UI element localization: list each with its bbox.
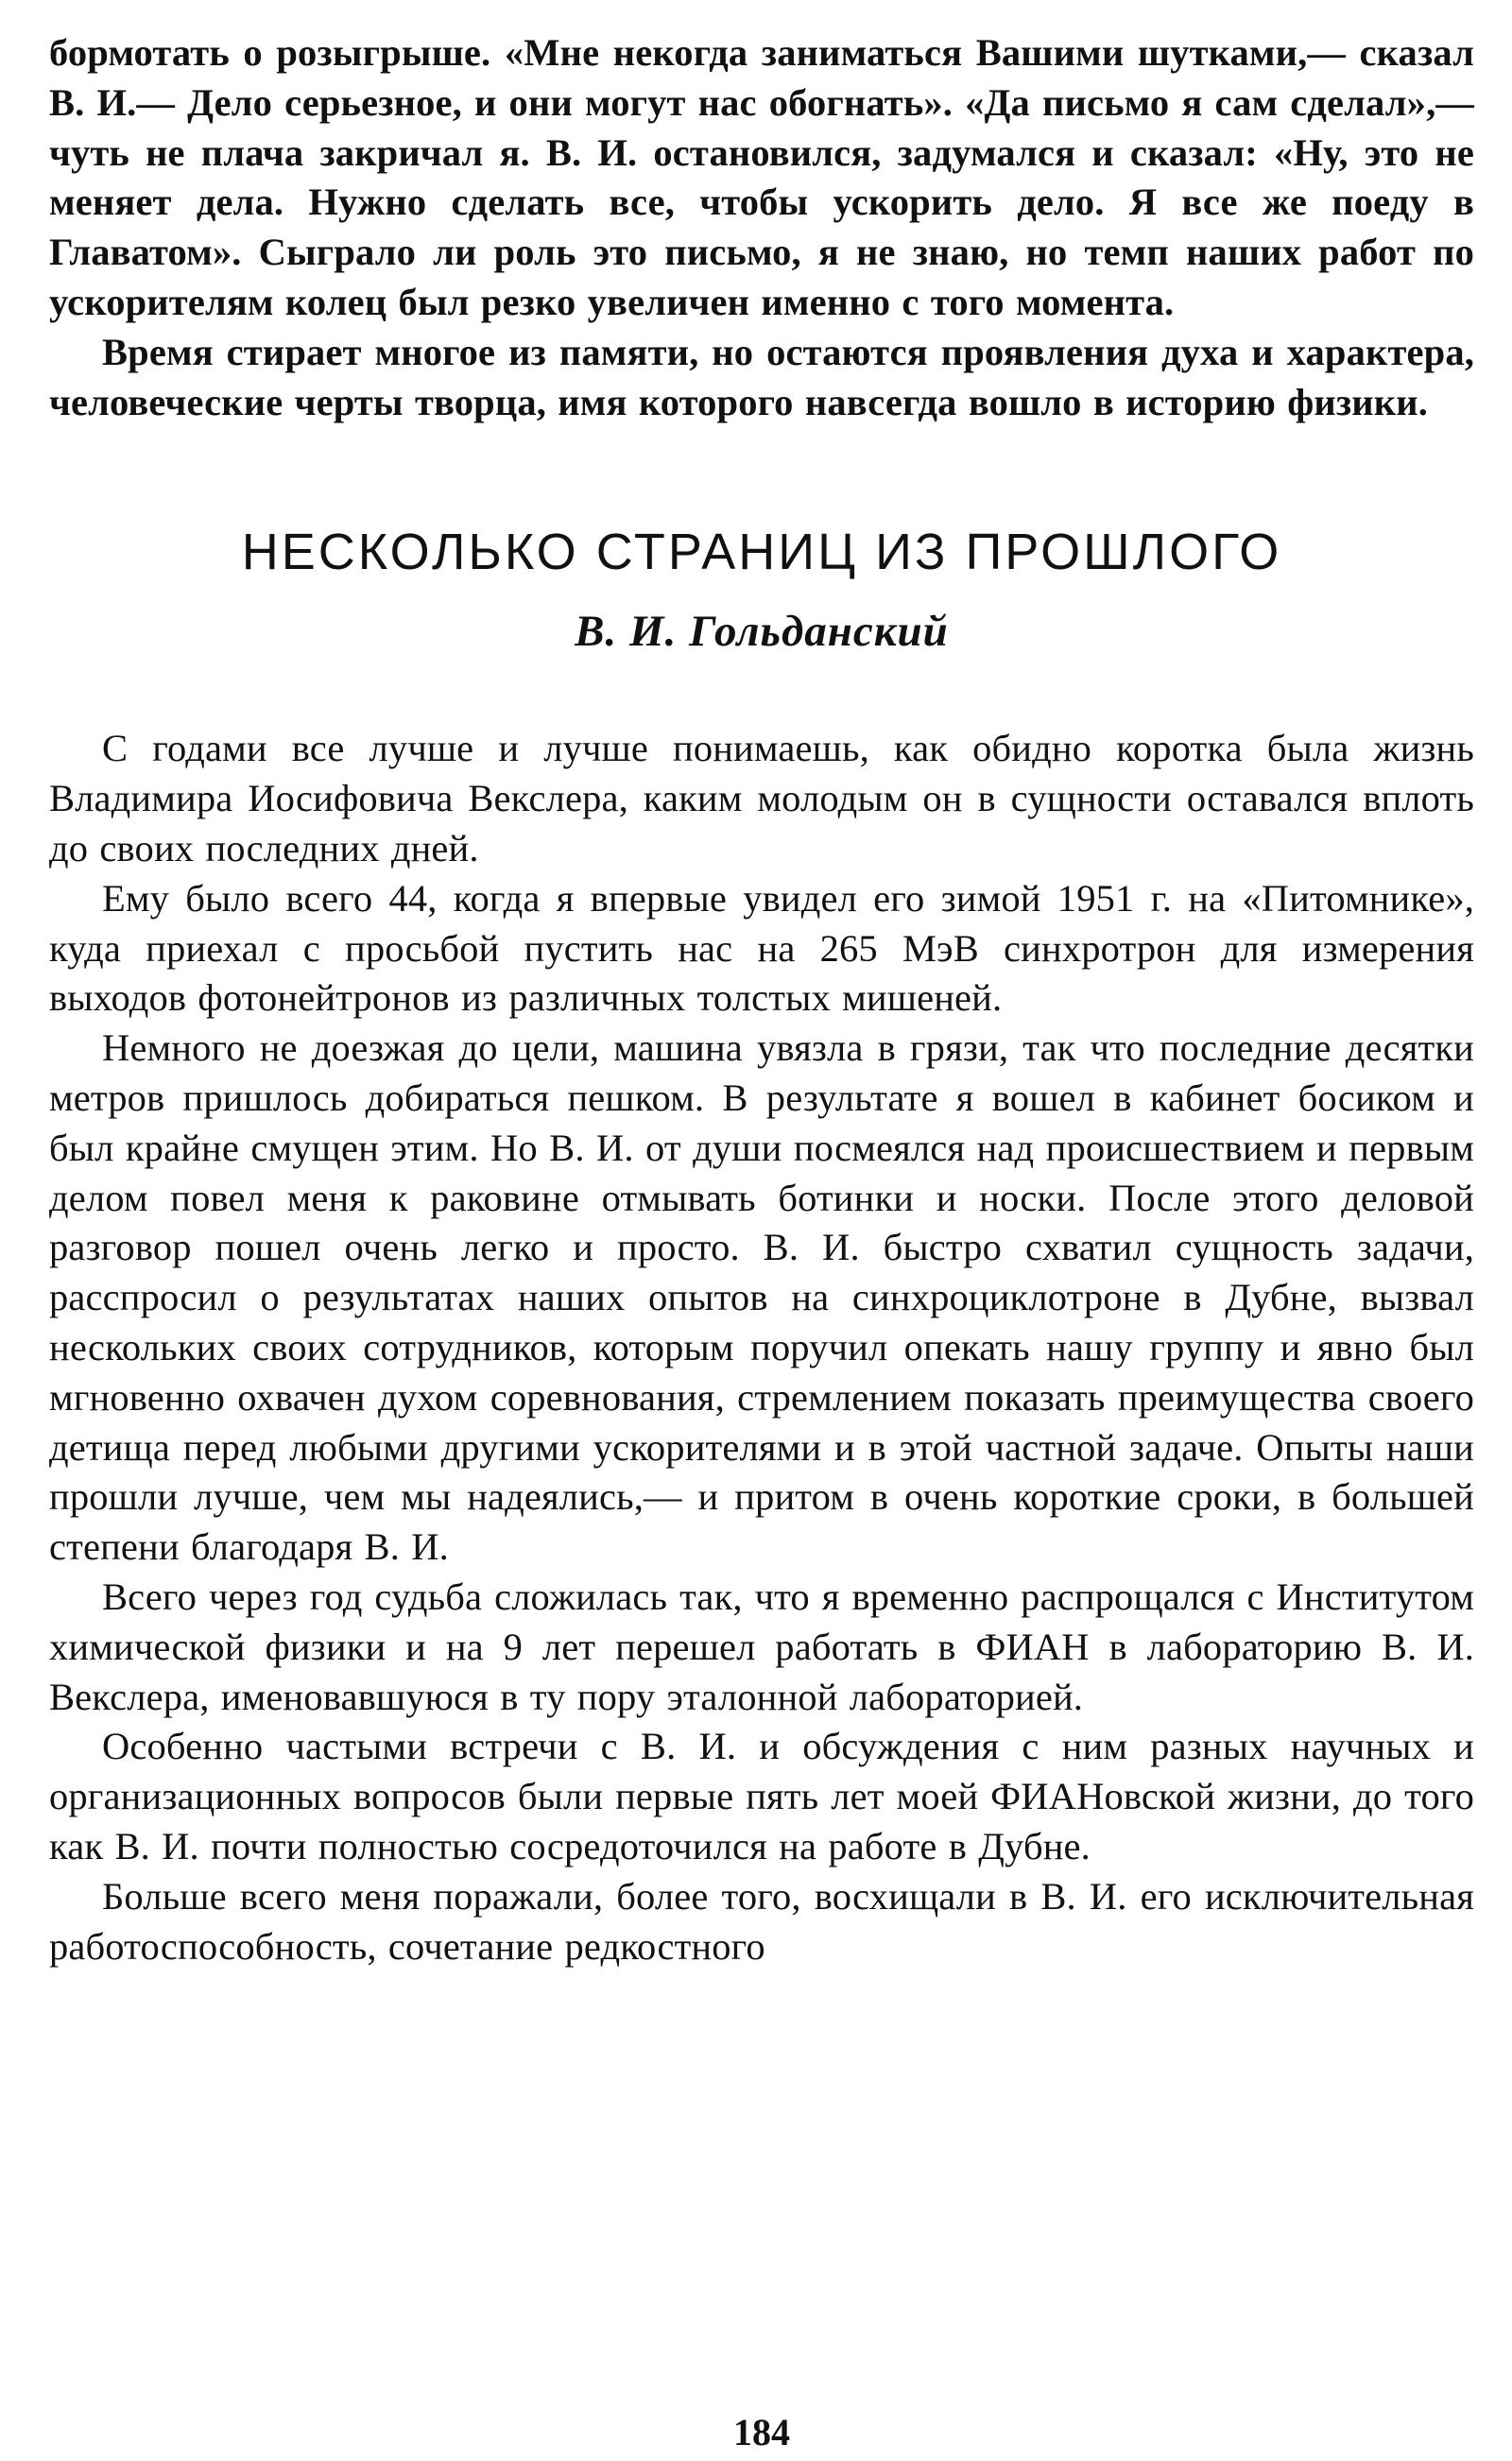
- article: [49, 522, 1474, 1971]
- previous-article-ending: [49, 28, 1474, 427]
- article-paragraph-5: Особенно частыми встречи с В. И. и обсуждения с ним разных научных и организационных вопросов были первые пять лет моей ФИАНовской жизни, до того как В. И. почти полностью сосредоточился на работе в Дубне.: [49, 1725, 1474, 1867]
- author-spacer: [49, 660, 1474, 724]
- article-paragraph-6: Больше всего меня поражали, более того, восхищали в В. И. его исключительная работоспособность, сочетание редкостного: [49, 1874, 1474, 1968]
- article-paragraph-2: Ему было всего 44, когда я впервые увидел его зимой 1951 г. на «Питомнике», куда приехал с просьбой пустить нас на 265 МэВ синхротрон для измерения выходов фотонейтронов из различных толстых мишеней.: [49, 876, 1474, 1020]
- article-paragraph-1: С годами все лучше и лучше понимаешь, как обидно коротка была жизнь Владимира Иосифовича Векслера, каким молодым он в сущности оставался вплоть до своих последних дней.: [49, 727, 1474, 869]
- continuation-paragraph-2: Время стирает многое из памяти, но остаются проявления духа и характера, человеческие черты творца, имя которого навсегда вошло в историю физики.: [49, 330, 1474, 423]
- title-spacer: [49, 582, 1474, 603]
- page-number: 184: [733, 2411, 790, 2453]
- article-title: НЕСКОЛЬКО СТРАНИЦ ИЗ ПРОШЛОГО: [241, 524, 1282, 581]
- article-author: В. И. Гольданский: [575, 607, 949, 657]
- book-page: [49, 28, 1474, 2453]
- section-gap: [49, 427, 1474, 522]
- article-paragraph-3: Немного не доезжая до цели, машина увязла в грязи, так что последние десятки метров пришлось добираться пешком. В результате я вошел в кабинет босиком и был крайне смущен этим. Но В. И. от души посмеялся над происшествием и первым делом повел меня к раковине отмывать ботинки и носки. После этого деловой разговор пошел очень легко и просто. В. И. быстро схватил сущность задачи, расспросил о результатах наших опытов на синхроциклотроне в Дубне, вызвал нескольких своих сотрудников, которым поручил опекать нашу группу и явно был мгновенно охвачен духом соревнования, стремлением показать преимущества своего детища перед любыми другими ускорителями и в этой частной задаче. Опыты наши прошли лучше, чем мы надеялись,— и притом в очень короткие сроки, в большей степени благодаря В. И.: [49, 1026, 1474, 1569]
- continuation-paragraph-1: бормотать о розыгрыше. «Мне некогда заниматься Вашими шутками,— сказал В. И.— Дело серьезное, и они могут нас обогнать». «Да письмо я сам сделал»,— чуть не плача закричал я. В. И. остановился, задумался и сказал: «Ну, это не меняет дела. Нужно сделать все, чтобы ускорить дело. Я все же поеду в Главатом». Сыграло ли роль это письмо, я не знаю, но темп наших работ по ускорителям колец был резко увеличен именно с того момента.: [49, 31, 1474, 323]
- article-paragraph-4: Всего через год судьба сложилась так, что я временно распрощался с Институтом химической физики и на 9 лет перешел работать в ФИАН в лабораторию В. И. Векслера, именовавшуюся в ту пору эталонной лабораторией.: [49, 1575, 1474, 1718]
